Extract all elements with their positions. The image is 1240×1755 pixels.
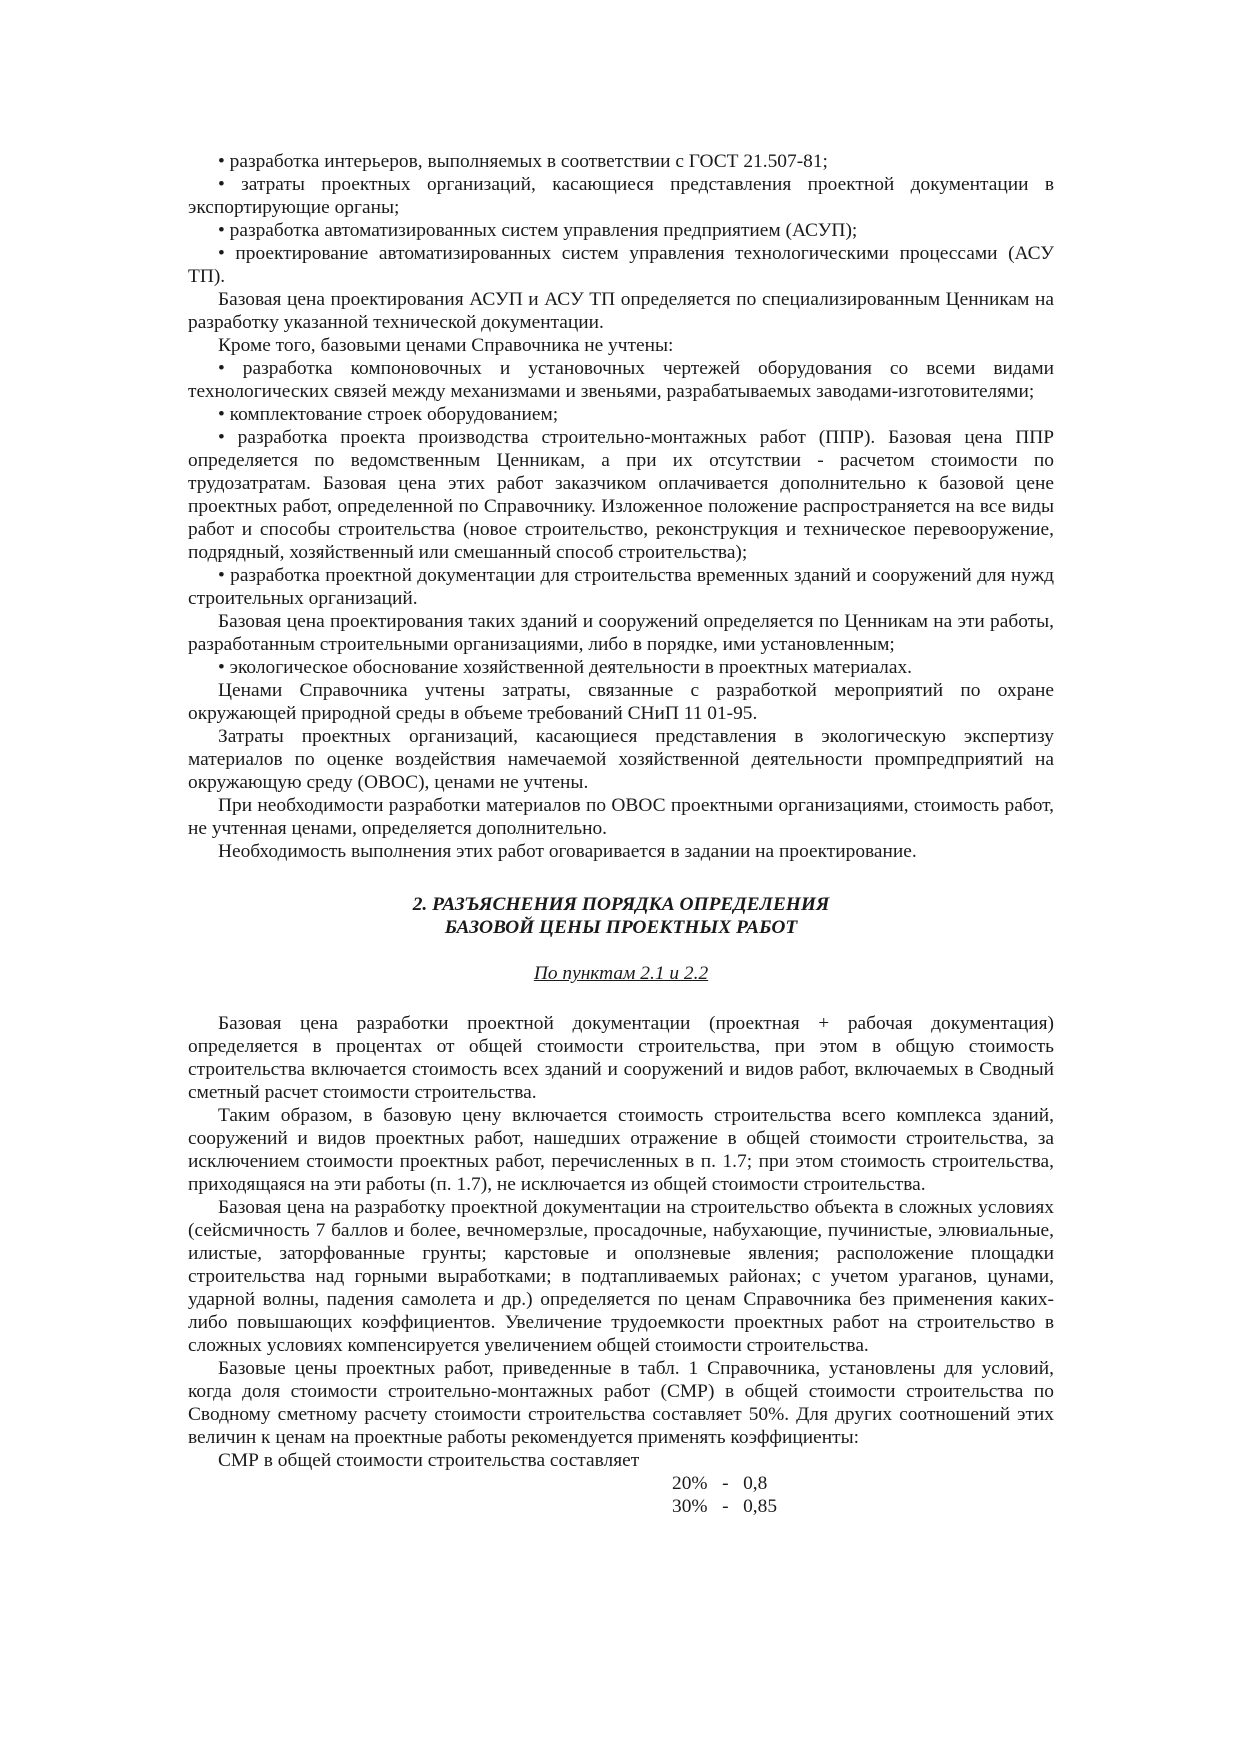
- section-heading-line-2: БАЗОВОЙ ЦЕНЫ ПРОЕКТНЫХ РАБОТ: [444, 917, 798, 938]
- paragraph: • экологическое обоснование хозяйственной деятельности в проектных материалах.: [218, 657, 912, 678]
- paragraph: • разработка компоновочных и установочных чертежей оборудования со всеми видами технологических связей между механизмами и звеньями, разрабатываемых заводами-изготовителями;: [188, 358, 1054, 402]
- coefficient-row: 30% - 0,85: [672, 1496, 778, 1517]
- paragraph: Базовая цена разработки проектной документации (проектная + рабочая документация) определяется в процентах от общей стоимости строительства, при этом в общую стоимость строительства включается стоимость всех зданий и сооружений и видов работ, включаемых в Сводный сметный расчет стоимости строительства.: [188, 1013, 1054, 1103]
- paragraph: При необходимости разработки материалов по ОВОС проектными организациями, стоимость работ, не учтенная ценами, определяется дополнительно.: [188, 795, 1054, 839]
- paragraph: • разработка проектной документации для строительства временных зданий и сооружений для нужд строительных организаций.: [188, 565, 1054, 609]
- paragraph: • разработка автоматизированных систем управления предприятием (АСУП);: [218, 220, 858, 241]
- paragraph: Базовая цена проектирования таких зданий и сооружений определяется по Ценникам на эти работы, разработанным строительными организациями, либо в порядке, ими установленным;: [188, 611, 1054, 655]
- paragraph: Базовая цена проектирования АСУП и АСУ ТП определяется по специализированным Ценникам на разработку указанной технической документации.: [188, 289, 1054, 333]
- coefficient-row: 20% - 0,8: [672, 1473, 768, 1494]
- paragraph: Базовые цены проектных работ, приведенные в табл. 1 Справочника, установлены для условий, когда доля стоимости строительно-монтажных работ (СМР) в общей стоимости строительства по Сводному сметному расчету стоимости строительства составляет 50%. Для других соотношений этих величин к ценам на проектные работы рекомендуется применять коэффициенты:: [188, 1358, 1054, 1448]
- section-subheading: По пунктам 2.1 и 2.2: [533, 963, 709, 984]
- paragraph: Затраты проектных организаций, касающиеся представления в экологическую экспертизу материалов по оценке воздействия намечаемой хозяйственной деятельности промпредприятий на окружающую среду (ОВОС), ценами не учтены.: [188, 726, 1054, 793]
- section-2: [188, 1012, 1054, 1518]
- paragraph: • разработка интерьеров, выполняемых в соответствии с ГОСТ 21.507-81;: [218, 151, 828, 172]
- paragraph: Базовая цена на разработку проектной документации на строительство объекта в сложных условиях (сейсмичность 7 баллов и более, вечномерзлые, просадочные, набухающие, пучинистые, элювиальные, илистые, заторфованные грунты; карстовые и оползневые явления; расположение площадки строительства над горными выработками; в подтапливаемых районах; с учетом ураганов, цунами, ударной волны, падения самолета и др.) определяется по ценам Справочника без применения каких-либо повышающих коэффициентов. Увеличение трудоемкости проектных работ на строительство в сложных условиях компенсируется увеличением общей стоимости строительства.: [188, 1197, 1054, 1356]
- paragraph: Ценами Справочника учтены затраты, связанные с разработкой мероприятий по охране окружающей природной среды в объеме требований СНиП 11 01-95.: [188, 680, 1054, 724]
- section-heading-line-1: 2. РАЗЪЯСНЕНИЯ ПОРЯДКА ОПРЕДЕЛЕНИЯ: [412, 894, 830, 915]
- paragraph: • затраты проектных организаций, касающиеся представления проектной документации в экспортирующие органы;: [188, 174, 1054, 218]
- paragraph: Необходимость выполнения этих работ оговаривается в задании на проектирование.: [218, 841, 917, 862]
- paragraph: СМР в общей стоимости строительства составляет: [218, 1450, 640, 1471]
- paragraph: • разработка проекта производства строительно-монтажных работ (ППР). Базовая цена ППР определяется по ведомственным Ценникам, а при их отсутствии - расчетом стоимости по трудозатратам. Базовая цена этих работ заказчиком оплачивается дополнительно к базовой цене проектных работ, определенной по Справочнику. Изложенное положение распространяется на все виды работ и способы строительства (новое строительство, реконструкция и техническое перевооружение, подрядный, хозяйственный или смешанный способ строительства);: [188, 427, 1054, 563]
- section-heading: [188, 893, 1054, 939]
- document-page: [188, 150, 1054, 1518]
- paragraph: Таким образом, в базовую цену включается стоимость строительства всего комплекса зданий, сооружений и видов проектных работ, нашедших отражение в общей стоимости строительства, за исключением стоимости проектных работ, перечисленных в п. 1.7; при этом стоимость строительства, приходящаяся на эти работы (п. 1.7), не исключается из общей стоимости строительства.: [188, 1105, 1054, 1195]
- paragraph: Кроме того, базовыми ценами Справочника не учтены:: [218, 335, 674, 356]
- section-1: [188, 150, 1054, 863]
- paragraph: • комплектование строек оборудованием;: [218, 404, 559, 425]
- paragraph: • проектирование автоматизированных систем управления технологическими процессами (АСУ ТП).: [188, 243, 1054, 287]
